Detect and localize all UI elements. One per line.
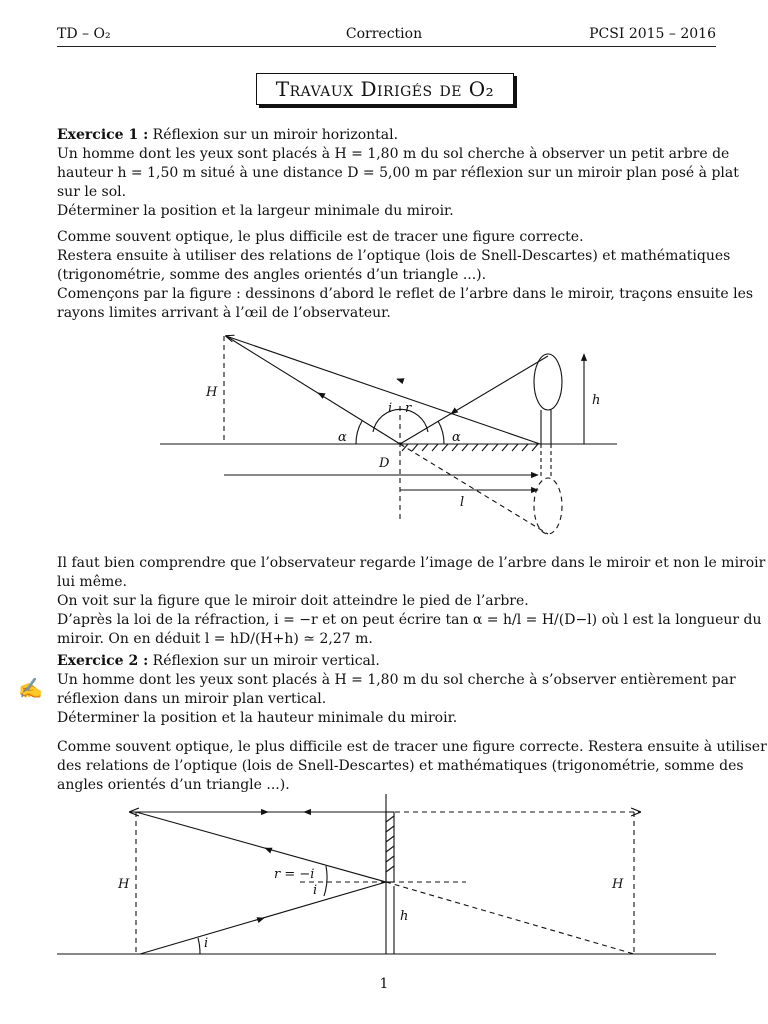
fig1-label-D: D bbox=[379, 456, 390, 471]
correction-1-line: Començons par la figure : dessinons d’abord le reflet de l’arbre dans le miroir, traçons ensuite les bbox=[57, 286, 754, 302]
fig1-label-i: i bbox=[388, 401, 393, 416]
fig2-label-i-mid: i bbox=[313, 883, 318, 898]
correction-1-line: rayons limites arrivant à l’œil de l’observateur. bbox=[57, 305, 391, 321]
header-center: Correction bbox=[345, 26, 423, 42]
ray-upper bbox=[136, 812, 386, 882]
figure-1-mirror-horizontal bbox=[0, 320, 768, 550]
angle-arc-alpha-right bbox=[438, 421, 444, 444]
angle-arc-mid bbox=[324, 866, 327, 896]
exercise-1 bbox=[57, 126, 739, 221]
correction-1-line: Comme souvent optique, le plus difficile est de tracer une figure correcte. bbox=[57, 229, 584, 245]
correction-1-conclusion bbox=[57, 554, 766, 649]
exercise-2 bbox=[57, 652, 736, 728]
fig2-label-h: h bbox=[400, 909, 409, 924]
fig1-label-r: r bbox=[405, 401, 412, 416]
correction-2-line: Comme souvent optique, le plus difficile est de tracer une figure correcte. Restera ensuite à utiliser bbox=[57, 739, 767, 755]
pencil-writing-icon: ✍ bbox=[18, 676, 43, 700]
tree-crown bbox=[534, 354, 562, 410]
fig1-label-H: H bbox=[206, 385, 218, 400]
fig2-label-r-eq: r = −i bbox=[274, 867, 315, 882]
exercise-2-subtitle: Réflexion sur un miroir vertical. bbox=[148, 653, 380, 669]
correction-2-line: des relations de l’optique (lois de Snell-Descartes) et mathématiques (trigonométrie, somme des bbox=[57, 758, 744, 774]
fig1-label-alpha-left: α bbox=[338, 430, 347, 445]
fig1-label-l: l bbox=[460, 495, 465, 510]
conclusion-line: D’après la loi de la réfraction, i = −r et on peut écrire tan α = h/l = H/(D−l) où l est la longueur du bbox=[57, 612, 762, 628]
ray-virtual bbox=[400, 444, 548, 534]
figure-2-mirror-vertical bbox=[0, 792, 768, 964]
angle-arc-low bbox=[198, 938, 200, 954]
exercise-1-heading: Exercice 1 : bbox=[57, 127, 149, 143]
exercise-1-line: hauteur h = 1,50 m situé à une distance D = 5,00 m par réflexion sur un miroir plan posé à plat bbox=[57, 165, 739, 181]
header-rule bbox=[57, 46, 716, 47]
ray-arrow-2 bbox=[397, 379, 400, 380]
correction-1-line: Restera ensuite à utiliser des relations de l’optique (lois de Snell-Descartes) et mathématiques bbox=[57, 248, 731, 264]
ray-virtual bbox=[386, 882, 634, 954]
fig1-label-alpha-right: α bbox=[452, 430, 461, 445]
correction-1-line: (trigonométrie, somme des angles orientés d’un triangle ...). bbox=[57, 267, 487, 283]
header-right: PCSI 2015 – 2016 bbox=[589, 26, 716, 42]
correction-1 bbox=[57, 228, 754, 323]
mirror-hatch bbox=[386, 816, 394, 872]
fig2-label-i-low: i bbox=[204, 936, 209, 951]
exercise-1-subtitle: Réflexion sur un miroir horizontal. bbox=[148, 127, 399, 143]
exercise-2-line: réflexion dans un miroir plan vertical. bbox=[57, 691, 327, 707]
header-left: TD – O₂ bbox=[57, 26, 111, 42]
page-title: Travaux Dirigés de O₂ bbox=[256, 73, 514, 105]
exercise-2-line: Déterminer la position et la hauteur minimale du miroir. bbox=[57, 710, 458, 726]
exercise-2-line: Un homme dont les yeux sont placés à H = 1,80 m du sol cherche à s’observer entièrement par bbox=[57, 672, 736, 688]
fig2-label-H-right: H bbox=[612, 877, 624, 892]
ray-top bbox=[226, 336, 540, 444]
exercise-1-line: sur le sol. bbox=[57, 184, 127, 200]
page-number: 1 bbox=[379, 976, 389, 992]
correction-2-line: angles orientés d’un triangle ...). bbox=[57, 777, 290, 793]
conclusion-line: miroir. On en déduit l = hD/(H+h) ≃ 2,27 m. bbox=[57, 631, 373, 647]
angle-arc-alpha-left bbox=[356, 421, 362, 444]
exercise-1-line: Un homme dont les yeux sont placés à H = 1,80 m du sol cherche à observer un petit arbre de bbox=[57, 146, 730, 162]
fig2-label-H-left: H bbox=[118, 877, 130, 892]
fig1-label-h: h bbox=[592, 393, 601, 408]
conclusion-line: On voit sur la figure que le miroir doit atteindre le pied de l’arbre. bbox=[57, 593, 529, 609]
exercise-2-heading: Exercice 2 : bbox=[57, 653, 149, 669]
mirror-hatch bbox=[402, 444, 538, 451]
conclusion-line: lui même. bbox=[57, 574, 127, 590]
tree-image-crown bbox=[534, 478, 562, 534]
conclusion-line: Il faut bien comprendre que l’observateur regarde l’image de l’arbre dans le miroir et non le miroir bbox=[57, 555, 766, 571]
correction-2 bbox=[57, 738, 767, 795]
ray-incident bbox=[400, 356, 548, 444]
exercise-1-line: Déterminer la position et la largeur minimale du miroir. bbox=[57, 203, 454, 219]
